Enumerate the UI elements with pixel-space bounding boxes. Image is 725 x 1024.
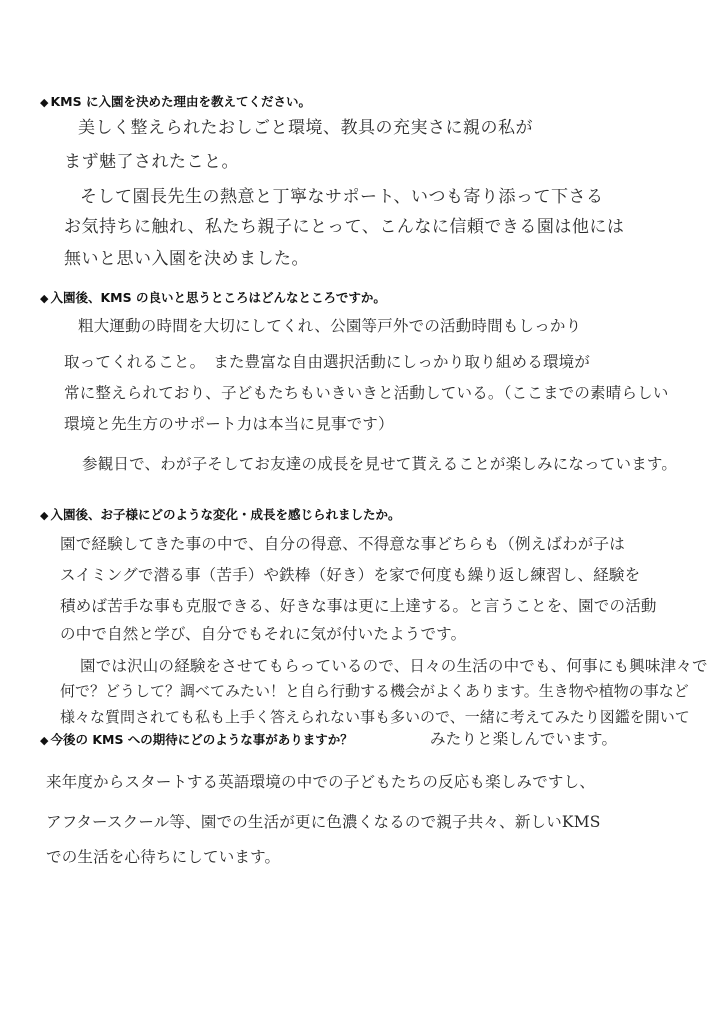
question-2-text: 入園後、KMS の良いと思うところはどんなところですか。 [50, 290, 386, 305]
diamond-bullet-icon: ◆ [40, 292, 49, 305]
answer-3-line-7: 様々な質問されても私も上手く答えられない事も多いので、一緒に考えてみたり図鑑を開いて [60, 708, 690, 726]
diamond-bullet-icon: ◆ [40, 734, 49, 747]
diamond-bullet-icon: ◆ [40, 509, 49, 522]
answer-2-line-3: 常に整えられており、子どもたちもいきいきと活動している。（ここまでの素晴らしい [64, 384, 669, 402]
answer-3-line-4: の中で自然と学び、自分でもそれに気が付いたようです。 [60, 625, 467, 643]
question-1-prefix: KMS に [50, 94, 99, 109]
answer-1-line-2: まず魅了されたこと。 [64, 152, 239, 172]
answer-1-line-4: お気持ちに触れ、私たち親子にとって、こんなに信頼できる園は他には [64, 217, 625, 237]
answer-2-line-4: 環境と先生方のサポート力は本当に見事です） [64, 415, 394, 433]
answer-1-line-3: そして園長先生の熱意と丁寧なサポート、いつも寄り添って下さる [80, 187, 604, 207]
question-1-text: 入園を決めた理由を教えてください。 [98, 94, 311, 109]
answer-2-line-1: 粗大運動の時間を大切にしてくれ、公園等戸外での活動時間もしっかり [78, 317, 582, 335]
question-3 [40, 505, 400, 523]
answer-3-line-3: 積めば苦手な事も克服できる、好きな事は更に上達する。と言うことを、園での活動 [60, 597, 657, 615]
answer-3-line-6: 何で？どうして？調べてみたい！と自ら行動する機会がよくあります。生き物や植物の事など [60, 682, 689, 700]
answer-2-line-2: 取ってくれること。 また豊富な自由選択活動にしっかり取り組める環境が [64, 353, 591, 371]
answer-2-line-5: 参観日で、わが子そしてお友達の成長を見せて貰えることが楽しみになっています。 [82, 455, 678, 473]
answer-3-line-8: みたりと楽しんでいます。 [430, 730, 618, 748]
answer-3-line-1: 園で経験してきた事の中で、自分の得意、不得意な事どちらも（例えばわが子は [60, 535, 625, 553]
question-3-text: 入園後、お子様にどのような変化・成長を感じられましたか。 [50, 507, 401, 522]
question-1 [40, 92, 311, 110]
answer-4-line-2: アフタースクール等、園での生活が更に色濃くなるので親子共々、新しいKMS [46, 813, 601, 831]
answer-3-line-5: 園では沢山の経験をさせてもらっているので、日々の生活の中でも、何事にも興味津々で [80, 657, 708, 675]
answer-3-line-2: スイミングで潜る事（苦手）や鉄棒（好き）を家で何度も繰り返し練習し、経験を [60, 566, 641, 584]
answer-4-line-1: 来年度からスタートする英語環境の中での子どもたちの反応も楽しみですし、 [46, 773, 596, 791]
answer-4-line-3: での生活を心待ちにしています。 [46, 848, 281, 866]
question-2 [40, 288, 386, 306]
question-4 [40, 730, 353, 748]
diamond-bullet-icon: ◆ [40, 96, 49, 109]
answer-1-line-5: 無いと思い入園を決めました。 [64, 249, 309, 269]
question-4-text: 今後の KMS への期待にどのような事がありますか？ [50, 732, 353, 747]
answer-1-line-1: 美しく整えられたおしごと環境、教具の充実さに親の私が [78, 118, 533, 138]
